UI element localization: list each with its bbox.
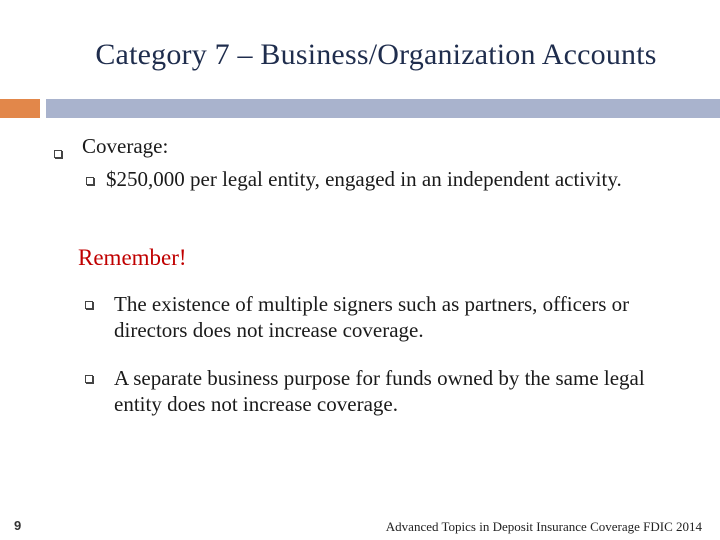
accent-bar bbox=[0, 99, 40, 118]
coverage-label: Coverage: bbox=[82, 134, 169, 158]
square-bullet-icon bbox=[86, 177, 94, 185]
remember-point-1: The existence of multiple signers such as partners, officers or directors does not increase coverage. bbox=[114, 292, 630, 342]
square-bullet-icon bbox=[85, 301, 93, 309]
footer-text: Advanced Topics in Deposit Insurance Coverage FDIC 2014 bbox=[385, 519, 702, 534]
coverage-detail: $250,000 per legal entity, engaged in an independent activity. bbox=[106, 167, 622, 191]
header-bar bbox=[46, 99, 720, 118]
remember-heading: Remember! bbox=[78, 245, 187, 270]
square-bullet-icon bbox=[54, 150, 62, 158]
square-bullet-icon bbox=[85, 375, 93, 383]
remember-point-2: A separate business purpose for funds owned by the same legal entity does not increase coverage. bbox=[114, 366, 645, 416]
slide-title: Category 7 – Business/Organization Accounts bbox=[95, 38, 657, 71]
page-number: 9 bbox=[14, 518, 22, 533]
